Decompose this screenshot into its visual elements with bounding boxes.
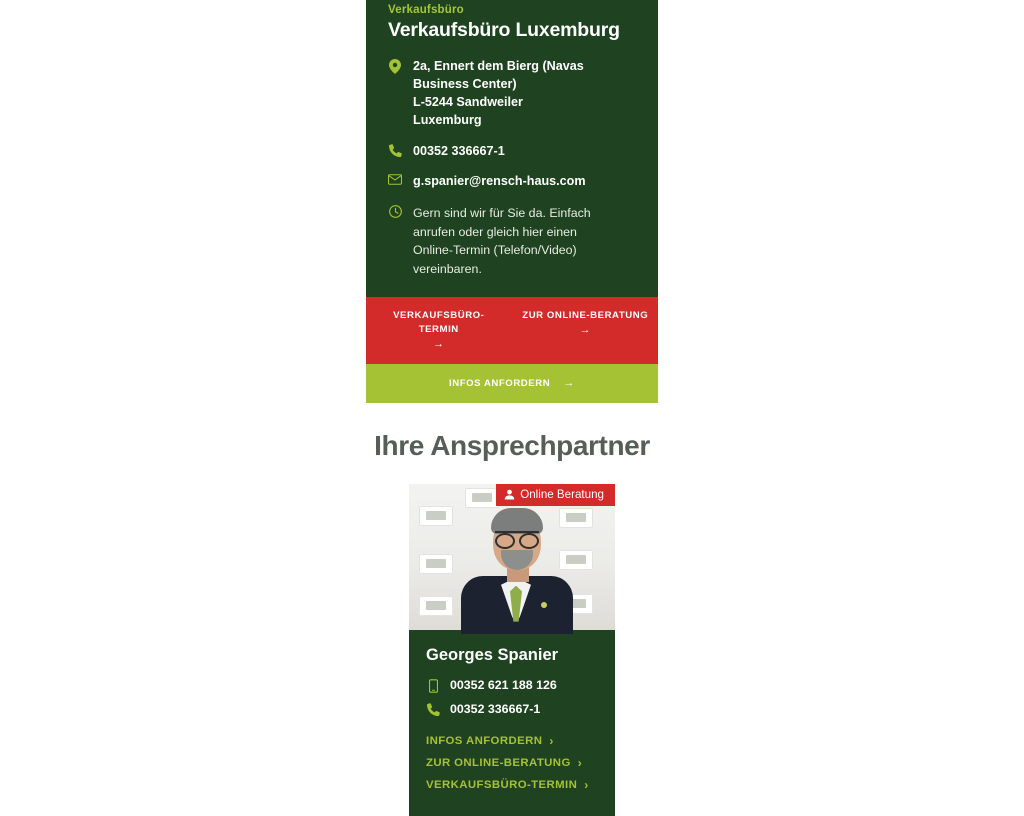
cta-online-consultation[interactable] bbox=[513, 297, 659, 364]
cta-request-info[interactable] bbox=[366, 364, 658, 403]
content-column bbox=[366, 0, 658, 792]
contact-mobile[interactable]: 00352 621 188 126 bbox=[450, 678, 557, 693]
office-address-row bbox=[388, 58, 636, 130]
contact-links bbox=[426, 730, 598, 796]
backdrop-logo-tile bbox=[419, 596, 453, 616]
cta-red-strip bbox=[366, 297, 658, 364]
contact-link-online-consultation[interactable] bbox=[426, 752, 598, 774]
contact-link-online-consultation-label: ZUR ONLINE-BERATUNG bbox=[426, 756, 571, 769]
contact-link-sales-office-appointment[interactable] bbox=[426, 774, 598, 796]
cta-sales-office-appointment[interactable] bbox=[366, 297, 513, 364]
office-hours-row bbox=[388, 204, 636, 278]
hours-line-2: anrufen oder gleich hier einen bbox=[413, 224, 577, 239]
office-phone-row[interactable] bbox=[388, 143, 636, 161]
contact-link-request-info[interactable] bbox=[426, 730, 598, 752]
envelope-icon bbox=[388, 174, 402, 185]
arrow-right-icon: → bbox=[432, 338, 445, 351]
contact-details bbox=[409, 630, 615, 816]
cta-online-consultation-label: ZUR ONLINE-BERATUNG bbox=[522, 309, 649, 321]
status-badge[interactable] bbox=[496, 484, 615, 507]
chevron-right-icon: › bbox=[584, 777, 589, 792]
arrow-right-icon: → bbox=[563, 376, 575, 389]
address-line-2: Business Center) bbox=[413, 76, 517, 91]
address-line-4: Luxemburg bbox=[413, 112, 482, 127]
contact-link-request-info-label: INFOS ANFORDERN bbox=[426, 734, 543, 747]
office-email[interactable]: g.spanier@rensch-haus.com bbox=[413, 174, 586, 189]
backdrop-logo-tile bbox=[419, 506, 453, 526]
mobile-icon bbox=[426, 679, 440, 693]
backdrop-logo-tile bbox=[465, 488, 499, 508]
office-hours bbox=[413, 204, 591, 278]
user-icon bbox=[504, 489, 515, 500]
sales-office-card bbox=[366, 0, 658, 297]
cta-sales-office-appointment-label: VERKAUFSBÜRO-TERMIN bbox=[393, 309, 485, 336]
address-line-3: L-5244 Sandweiler bbox=[413, 94, 523, 109]
person-lapel-pin bbox=[541, 602, 547, 608]
contact-name: Georges Spanier bbox=[426, 645, 559, 664]
contact-link-sales-office-appointment-label: VERKAUFSBÜRO-TERMIN bbox=[426, 778, 578, 791]
chevron-right-icon: › bbox=[577, 755, 583, 770]
office-title: Verkaufsbüro Luxemburg bbox=[388, 19, 620, 41]
hours-line-1: Gern sind wir für Sie da. Einfach bbox=[413, 206, 591, 221]
hours-line-4: vereinbaren. bbox=[413, 262, 482, 277]
contact-phone[interactable]: 00352 336667-1 bbox=[450, 701, 541, 716]
backdrop-logo-tile bbox=[559, 508, 593, 528]
office-eyebrow: Verkaufsbüro bbox=[388, 4, 464, 16]
phone-icon bbox=[426, 703, 440, 716]
office-address bbox=[413, 58, 584, 130]
location-pin-icon bbox=[388, 59, 402, 74]
contact-mobile-row[interactable] bbox=[426, 678, 598, 693]
arrow-right-icon: → bbox=[579, 324, 592, 337]
phone-icon bbox=[388, 144, 402, 157]
backdrop-logo-tile bbox=[419, 554, 453, 574]
person-glasses bbox=[495, 531, 539, 543]
page-title: Ihre Ansprechpartner bbox=[374, 429, 650, 461]
contact-phone-row[interactable] bbox=[426, 702, 598, 716]
chevron-right-icon: › bbox=[549, 733, 554, 748]
office-email-row[interactable] bbox=[388, 173, 636, 191]
cta-request-info-label: INFOS ANFORDERN bbox=[449, 377, 551, 389]
clock-icon bbox=[388, 205, 402, 218]
office-phone[interactable]: 00352 336667-1 bbox=[413, 143, 505, 158]
contact-photo bbox=[409, 484, 615, 630]
backdrop-logo-tile bbox=[559, 550, 593, 570]
contact-card bbox=[409, 484, 615, 816]
status-badge-label: Online Beratung bbox=[520, 487, 604, 501]
address-line-1: 2a, Ennert dem Bierg (Navas bbox=[413, 59, 584, 73]
hours-line-3: Online-Termin (Telefon/Video) bbox=[413, 243, 577, 258]
